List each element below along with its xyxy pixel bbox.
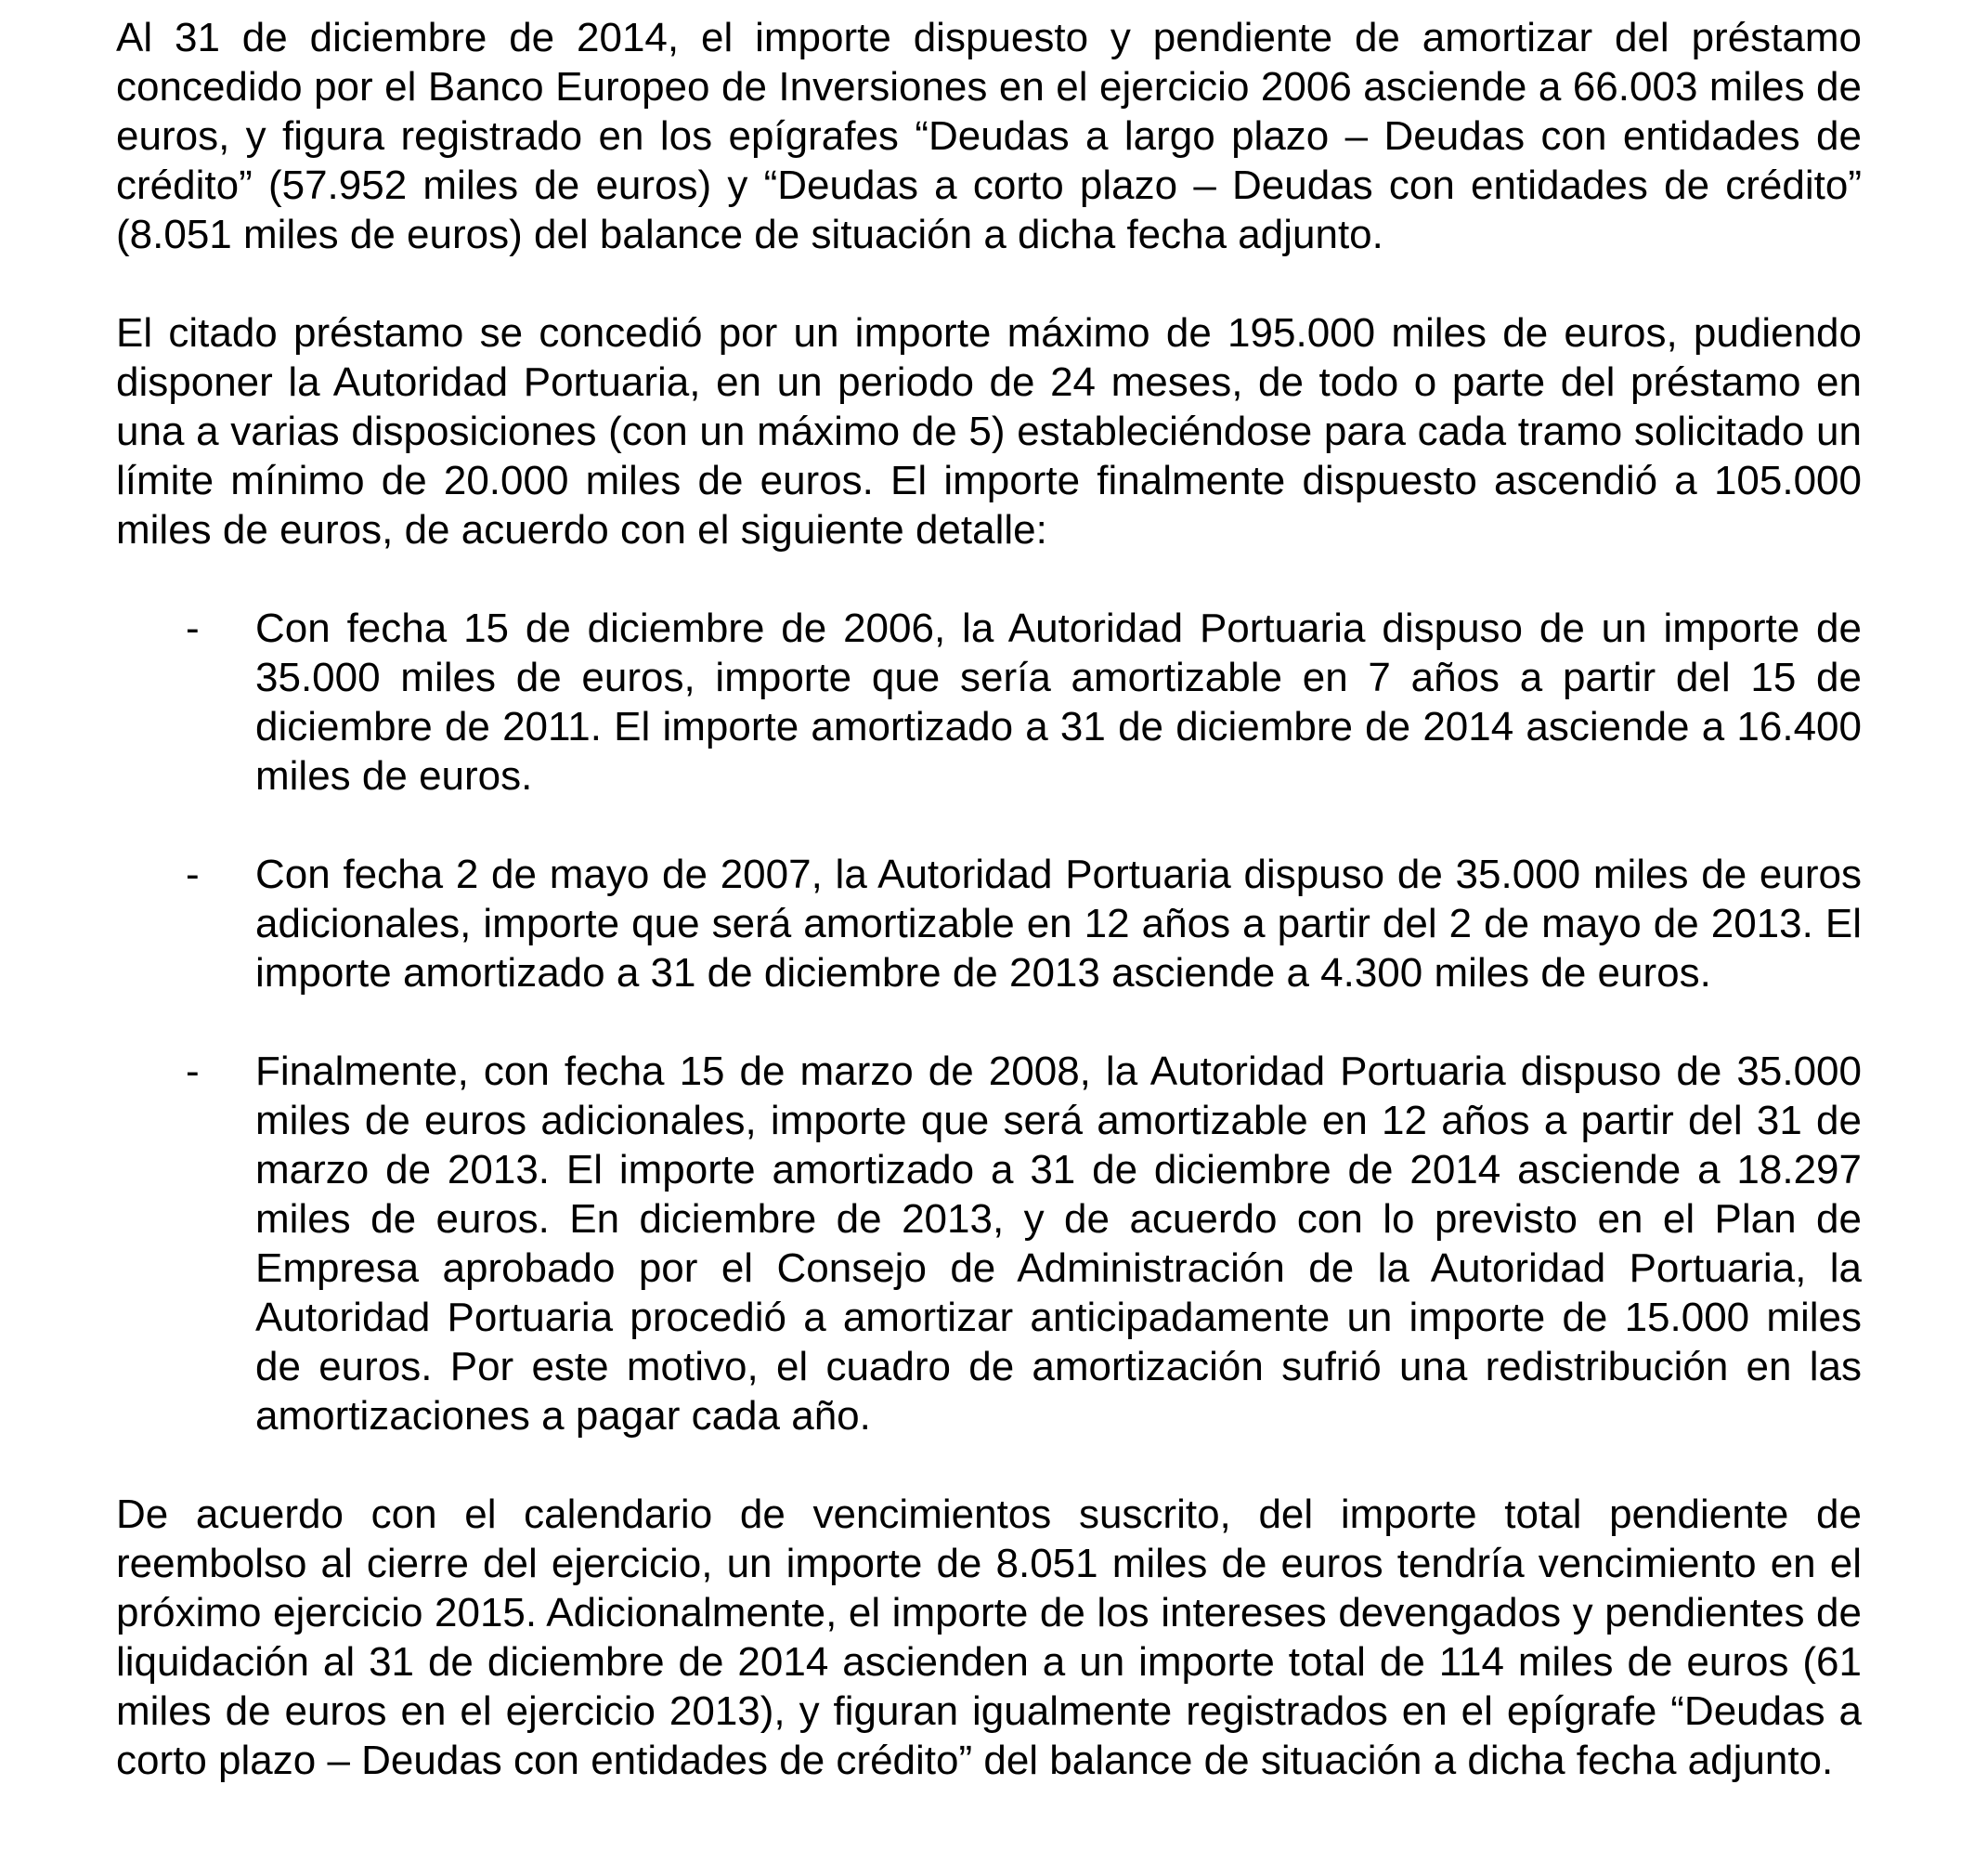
list-item-text: Con fecha 2 de mayo de 2007, la Autoridad Portuaria dispuso de 35.000 miles de euros adicionales, importe que será amortizable en 12 años a partir del 2 de mayo de 2013. El importe amortizado a 31 de diciembre de 2013 asciende a 4.300 miles de euros. bbox=[255, 852, 1862, 996]
paragraph-loan-balance: Al 31 de diciembre de 2014, el importe dispuesto y pendiente de amortizar del préstamo concedido por el Banco Europeo de Inversiones en el ejercicio 2006 asciende a 66.003 miles de euros, y figura registrado en los epígrafes “Deudas a largo plazo – Deudas con entidades de crédito” (57.952 miles de euros) y “Deudas a corto plazo – Deudas con entidades de crédito” (8.051 miles de euros) del balance de situación a dicha fecha adjunto. bbox=[116, 15, 1862, 257]
list-bullet: - bbox=[186, 606, 200, 651]
paragraph-loan-terms: El citado préstamo se concedió por un importe máximo de 195.000 miles de euros, pudiendo disponer la Autoridad Portuaria, en un periodo de 24 meses, de todo o parte del préstamo en una a varias disposiciones (con un máximo de 5) estableciéndose para cada tramo solicitado un límite mínimo de 20.000 miles de euros. El importe finalmente dispuesto ascendió a 105.000 miles de euros, de acuerdo con el siguiente detalle: bbox=[116, 310, 1862, 553]
list-bullet: - bbox=[186, 1049, 200, 1094]
paragraph-maturity-schedule: De acuerdo con el calendario de vencimientos suscrito, del importe total pendiente de reembolso al cierre del ejercicio, un importe de 8.051 miles de euros tendría vencimiento en el próximo ejercicio 2015. Adicionalmente, el importe de los intereses devengados y pendientes de liquidación al 31 de diciembre de 2014 ascienden a un importe total de 114 miles de euros (61 miles de euros en el ejercicio 2013), y figuran igualmente registrados en el epígrafe “Deudas a corto plazo – Deudas con entidades de crédito” del balance de situación a dicha fecha adjunto. bbox=[116, 1492, 1862, 1783]
list-item bbox=[116, 1047, 1862, 1440]
disbursement-list bbox=[116, 604, 1862, 1440]
list-bullet: - bbox=[186, 852, 200, 897]
list-item-text: Finalmente, con fecha 15 de marzo de 2008, la Autoridad Portuaria dispuso de 35.000 miles de euros adicionales, importe que será amortizable en 12 años a partir del 31 de marzo de 2013. El importe amortizado a 31 de diciembre de 2014 asciende a 18.297 miles de euros. En diciembre de 2013, y de acuerdo con lo previsto en el Plan de Empresa aprobado por el Consejo de Administración de la Autoridad Portuaria, la Autoridad Portuaria procedió a amortizar anticipadamente un importe de 15.000 miles de euros. Por este motivo, el cuadro de amortización sufrió una redistribución en las amortizaciones a pagar cada año. bbox=[255, 1049, 1862, 1439]
list-item-text: Con fecha 15 de diciembre de 2006, la Autoridad Portuaria dispuso de un importe de 35.000 miles de euros, importe que sería amortizable en 7 años a partir del 15 de diciembre de 2011. El importe amortizado a 31 de diciembre de 2014 asciende a 16.400 miles de euros. bbox=[255, 606, 1862, 799]
list-item bbox=[116, 850, 1862, 997]
document-page bbox=[116, 13, 1862, 1834]
list-item bbox=[116, 604, 1862, 801]
